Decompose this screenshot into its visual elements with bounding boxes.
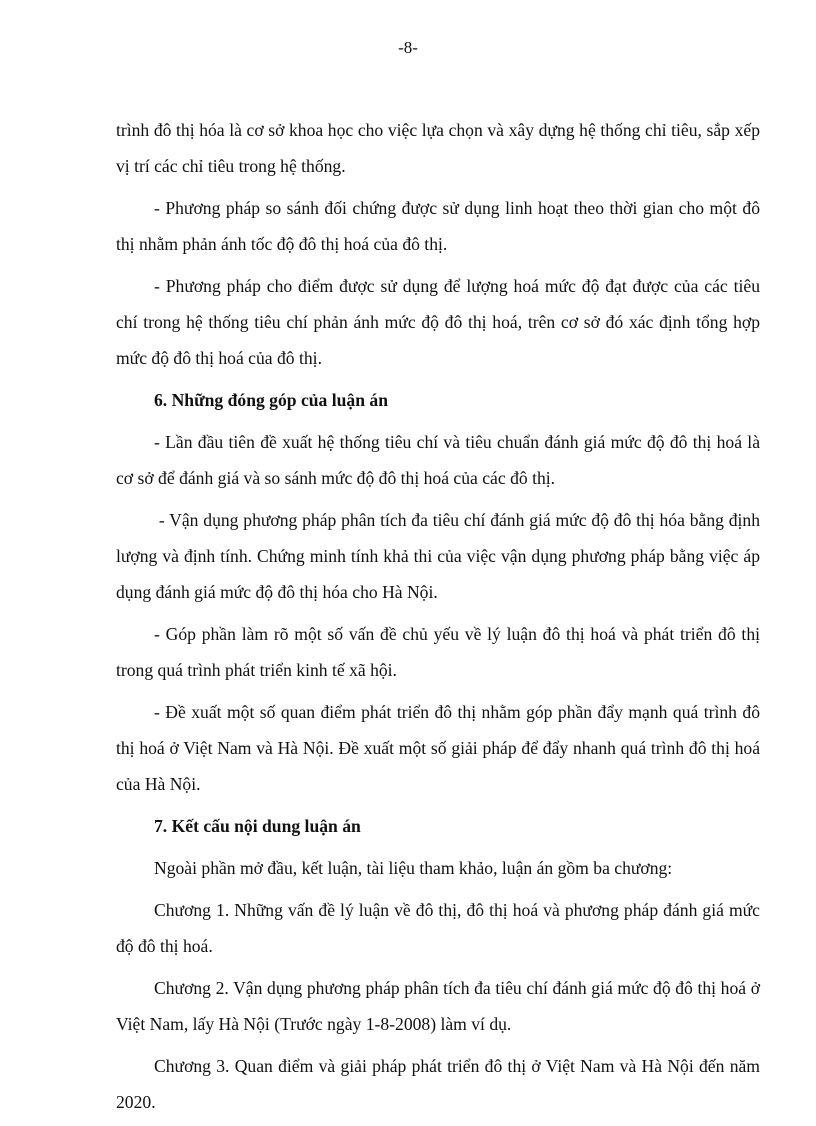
paragraph-chapter-2: Chương 2. Vận dụng phương pháp phân tích đa tiêu chí đánh giá mức độ đô thị hoá ở Việt Nam, lấy Hà Nội (Trước ngày 1-8-2008) làm ví dụ.: [116, 978, 760, 1034]
paragraph-contribution-1: - Lần đầu tiên đề xuất hệ thống tiêu chí và tiêu chuẩn đánh giá mức độ đô thị hoá là cơ sở để đánh giá và so sánh mức độ đô thị hoá của các đô thị.: [116, 432, 760, 488]
paragraph-chapter-3: Chương 3. Quan điểm và giải pháp phát triển đô thị ở Việt Nam và Hà Nội đến năm 2020.: [116, 1056, 760, 1112]
paragraph-continuation: trình đô thị hóa là cơ sở khoa học cho việc lựa chọn và xây dựng hệ thống chỉ tiêu, sắp xếp vị trí các chỉ tiêu trong hệ thống.: [116, 120, 760, 176]
paragraph-structure-intro: Ngoài phần mở đầu, kết luận, tài liệu tham khảo, luận án gồm ba chương:: [154, 858, 673, 878]
section-heading-contributions: 6. Những đóng góp của luận án: [154, 390, 388, 410]
paragraph-contribution-3: - Góp phần làm rõ một số vấn đề chủ yếu về lý luận đô thị hoá và phát triển đô thị trong quá trình phát triển kinh tế xã hội.: [116, 624, 760, 680]
document-body: [116, 112, 765, 1126]
paragraph-scoring-method: - Phương pháp cho điểm được sử dụng để lượng hoá mức độ đạt được của các tiêu chí trong hệ thống tiêu chí phản ánh mức độ đô thị hoá, trên cơ sở đó xác định tổng hợp mức độ đô thị hoá của đô thị.: [116, 276, 760, 368]
paragraph-contribution-4: - Đề xuất một số quan điểm phát triển đô thị nhằm góp phần đẩy mạnh quá trình đô thị hoá ở Việt Nam và Hà Nội. Đề xuất một số giải pháp để đẩy nhanh quá trình đô thị hoá của Hà Nội.: [116, 702, 760, 794]
paragraph-contribution-2: - Vận dụng phương pháp phân tích đa tiêu chí đánh giá mức độ đô thị hóa bằng định lượng và định tính. Chứng minh tính khả thi của việc vận dụng phương pháp bằng việc áp dụng đánh giá mức độ đô thị hóa cho Hà Nội.: [116, 510, 765, 602]
section-heading-structure: 7. Kết cấu nội dung luận án: [154, 816, 361, 836]
paragraph-comparison-method: - Phương pháp so sánh đối chứng được sử dụng linh hoạt theo thời gian cho một đô thị nhằm phản ánh tốc độ đô thị hoá của đô thị.: [116, 198, 760, 254]
page-number: -8-: [398, 38, 418, 57]
paragraph-chapter-1: Chương 1. Những vấn đề lý luận về đô thị, đô thị hoá và phương pháp đánh giá mức độ đô thị hoá.: [116, 900, 760, 956]
